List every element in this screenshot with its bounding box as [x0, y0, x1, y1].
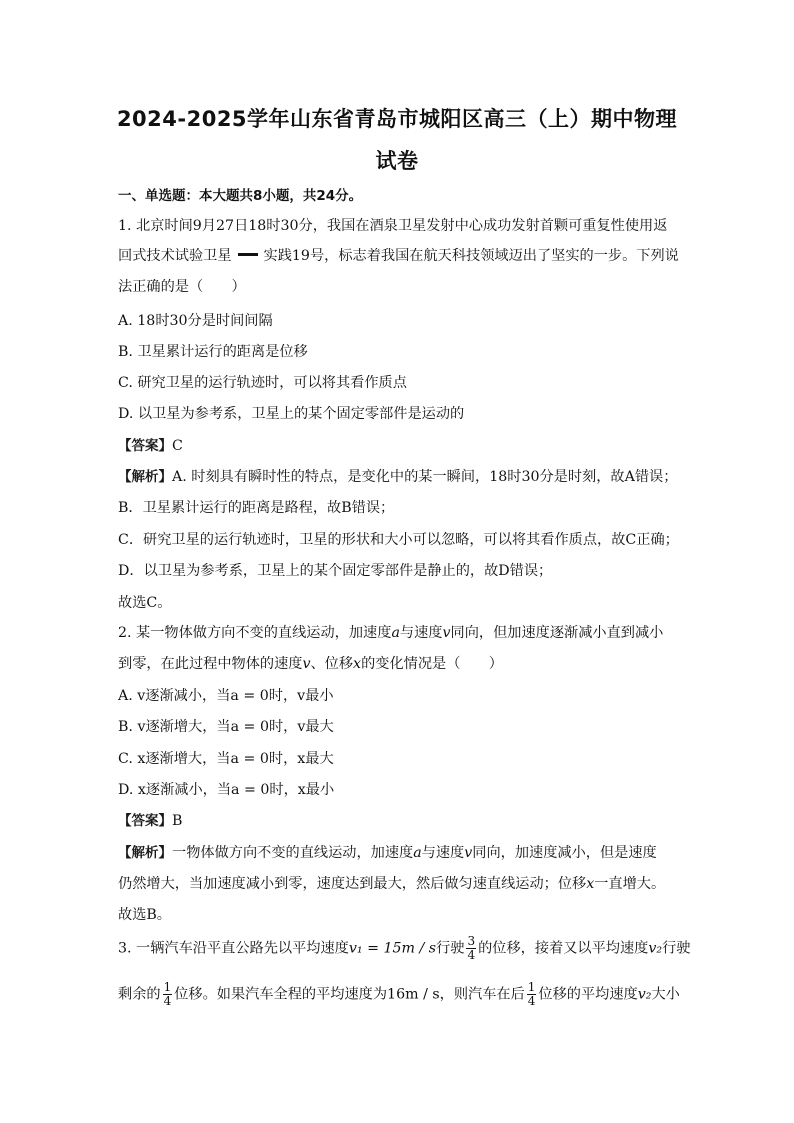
q3-stem-text: 3. 一辆汽车沿平直公路先以平均速度	[118, 940, 349, 957]
analysis-tag: 【解析】	[118, 845, 172, 861]
q1-analysis-line4: D．以卫星为参考系，卫星上的某个固定零部件是静止的，故D错误；	[118, 563, 553, 579]
section-heading: 一、单选题：本大题共8小题，共24分。	[118, 188, 363, 204]
q1-analysis-text1: A. 时刻具有瞬时性的特点，是变化中的某一瞬间，18时30分是时刻，故A错误；	[172, 469, 678, 485]
q3-stem-text: 的位移，接着又以平均速度	[478, 940, 649, 957]
q1-analysis-line2: B．卫星累计运行的距离是路程，故B错误；	[118, 500, 395, 516]
q3-stem-line1	[118, 935, 690, 962]
fraction-numerator: 1	[163, 980, 172, 994]
q3-stem-text: 行驶	[662, 940, 691, 957]
q1-analysis-line3: C．研究卫星的运行轨迹时，卫星的形状和大小可以忽略，可以将其看作质点，故C正确；	[118, 532, 679, 548]
q1-stem-line2	[118, 246, 679, 266]
q3-v2-symbol: v₂	[648, 940, 663, 957]
q2-stem-text: 、位移	[310, 656, 354, 672]
fraction-three-quarters	[466, 935, 476, 962]
q1-stem-line2-part2: 实践19号，标志着我国在航天科技领域迈出了坚实的一步。下列说	[263, 248, 679, 264]
q2-option-d: D. x逐渐减小，当a = 0时，x最小	[118, 782, 335, 798]
q2-stem-text: 同向，但加速度逐渐减小直到减小	[450, 625, 664, 641]
q2-analysis-text: 同向，加速度减小，但是速度	[472, 845, 657, 861]
var-v: v	[302, 656, 311, 672]
var-v: v	[442, 625, 451, 641]
q2-answer	[118, 811, 182, 831]
q1-stem-line3: 法正确的是（ ）	[118, 279, 246, 295]
q2-analysis-line3: 故选B。	[118, 907, 171, 923]
q3-stem-text: 大小	[651, 986, 680, 1003]
q2-option-c: C. x逐渐增大，当a = 0时，x最大	[118, 751, 334, 767]
q2-answer-value: B	[172, 813, 183, 829]
q1-stem-line2-part1: 回式技术试验卫星	[118, 248, 232, 264]
q3-v1-formula: v₁ = 15m / s	[348, 940, 437, 957]
q3-stem-text: ，则汽车在后	[439, 986, 525, 1003]
q3-average-speed: 16m / s	[387, 986, 440, 1003]
q2-stem-text: 的变化情况是（ ）	[361, 656, 503, 672]
q2-stem-line1	[118, 623, 663, 643]
q3-stem-text: 位移的平均速度	[538, 986, 638, 1003]
q2-analysis-text: 仍然增大，当加速度减小到零，速度达到最大，然后做匀速直线运动；位移	[118, 876, 587, 892]
var-a: a	[391, 625, 400, 641]
analysis-tag: 【解析】	[118, 469, 172, 485]
q3-stem-text: 位移。如果汽车全程的平均速度为	[174, 986, 388, 1003]
var-v: v	[464, 845, 473, 861]
q1-option-b: B. 卫星累计运行的距离是位移	[118, 344, 308, 360]
fraction-denominator: 4	[527, 994, 536, 1008]
title-line-2: 试卷	[375, 149, 419, 173]
q2-analysis-line1	[118, 843, 657, 863]
q1-stem-line1: 1. 北京时间9月27日18时30分，我国在酒泉卫星发射中心成功发射首颗可重复性使用返	[118, 218, 668, 234]
q2-option-a: A. v逐渐减小，当a = 0时，v最小	[118, 688, 334, 704]
q3-stem-text: 剩余的	[118, 986, 161, 1003]
q1-answer-value: C	[172, 438, 183, 454]
q2-stem-text: 与速度	[399, 625, 443, 641]
q2-stem-line2	[118, 654, 503, 674]
fraction-denominator: 4	[467, 948, 476, 962]
q1-analysis-line1	[118, 467, 677, 487]
q2-option-b: B. v逐渐增大，当a = 0时，v最大	[118, 719, 334, 735]
answer-tag: 【答案】	[118, 438, 172, 454]
fraction-denominator: 4	[163, 994, 172, 1008]
q3-stem-line2	[118, 981, 680, 1008]
title-line-1: 2024-2025学年山东省青岛市城阳区高三（上）期中物理	[116, 107, 678, 131]
q2-stem-text: 到零，在此过程中物体的速度	[118, 656, 303, 672]
fraction-numerator: 3	[467, 934, 476, 948]
q1-analysis-line5: 故选C。	[118, 595, 172, 611]
var-x: x	[586, 876, 595, 892]
q1-option-a: A. 18时30分是时间间隔	[118, 313, 273, 329]
q1-answer	[118, 436, 183, 456]
q2-analysis-text: 与速度	[421, 845, 465, 861]
q1-option-c: C. 研究卫星的运行轨迹时，可以将其看作质点	[118, 375, 407, 391]
var-x: x	[353, 656, 362, 672]
fraction-one-quarter	[527, 981, 537, 1008]
q2-analysis-line2	[118, 874, 665, 894]
var-a: a	[413, 845, 422, 861]
q2-analysis-text: 一物体做方向不变的直线运动，加速度	[172, 845, 414, 861]
q3-stem-text: 行驶	[436, 940, 465, 957]
fraction-numerator: 1	[527, 980, 536, 994]
answer-tag: 【答案】	[118, 813, 172, 829]
q1-option-d: D. 以卫星为参考系，卫星上的某个固定零部件是运动的	[118, 406, 465, 422]
q2-stem-text: 2. 某一物体做方向不变的直线运动，加速度	[118, 625, 392, 641]
dash-mark	[238, 253, 258, 256]
q3-v2-symbol: v₂	[637, 986, 652, 1003]
q2-analysis-text: 一直增大。	[594, 876, 666, 892]
fraction-one-quarter	[163, 981, 173, 1008]
